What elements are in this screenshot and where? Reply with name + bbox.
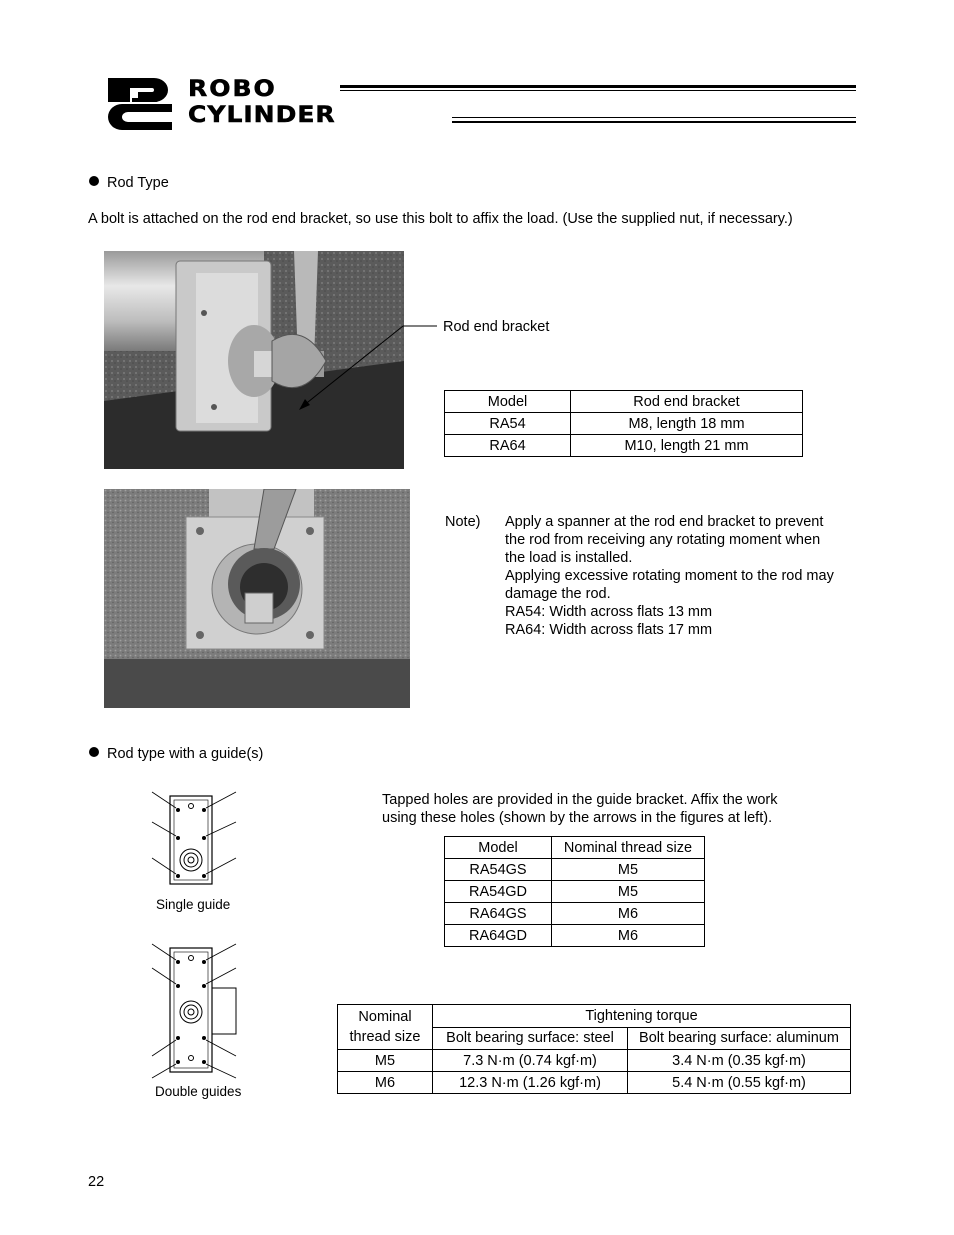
callout-leader: [295, 318, 440, 413]
table-cell: M5: [338, 1050, 433, 1072]
note-body: [505, 513, 834, 639]
heading-text: Rod type with a guide(s): [107, 746, 264, 762]
table-cell: 12.3 N·m (1.26 kgf·m): [433, 1072, 628, 1094]
guide-intro-line: using these holes (shown by the arrows in the figures at left).: [382, 810, 773, 826]
table-row: [445, 435, 803, 457]
heading-text: Rod Type: [107, 175, 169, 191]
guide-intro-line: Tapped holes are provided in the guide bracket. Affix the work: [382, 792, 778, 808]
table-cell: RA64: [445, 435, 571, 457]
table-cell: M6: [552, 903, 705, 925]
note-line: the load is installed.: [505, 550, 633, 566]
table-header-cell: Rod end bracket: [571, 391, 803, 413]
table-header-cell: Model: [445, 837, 552, 859]
table-cell: M6: [552, 925, 705, 947]
single-guide-caption: Single guide: [156, 897, 231, 912]
table-header-cell: Nominal thread size: [338, 1005, 433, 1050]
tightening-torque-table: [337, 1004, 851, 1094]
table-header-cell: Tightening torque: [433, 1005, 851, 1028]
table-row: [445, 903, 705, 925]
table-cell: RA54: [445, 413, 571, 435]
table-cell: 7.3 N·m (0.74 kgf·m): [433, 1050, 628, 1072]
note-line: the rod from receiving any rotating moment when: [505, 532, 821, 548]
rc-logo-mark: [100, 74, 186, 130]
table-header-cell: Model: [445, 391, 571, 413]
note-line: damage the rod.: [505, 586, 611, 602]
table-row: [445, 413, 803, 435]
callout-rod-end-bracket: Rod end bracket: [443, 319, 550, 335]
photo-rod-end-front: [104, 489, 410, 708]
logo-text-robo: ROBO: [188, 75, 277, 102]
double-guides-caption: Double guides: [155, 1084, 242, 1099]
note-line: RA64: Width across flats 17 mm: [505, 622, 713, 638]
table-cell: RA64GD: [445, 925, 552, 947]
table-cell: 3.4 N·m (0.35 kgf·m): [628, 1050, 851, 1072]
table-header-cell: Bolt bearing surface: steel: [433, 1027, 628, 1050]
header-rule-bottom: [452, 117, 856, 118]
table-cell: RA64GS: [445, 903, 552, 925]
table-row: [445, 925, 705, 947]
header-rule-bottom-thick: [452, 121, 856, 123]
logo-text-cylinder: CYLINDER: [188, 101, 336, 128]
table-cell: M5: [552, 881, 705, 903]
logo: [100, 74, 445, 130]
bullet-icon: [89, 176, 99, 186]
note-line: Apply a spanner at the rod end bracket to prevent: [505, 514, 824, 530]
note-label: Note): [445, 514, 481, 530]
table-header-row: [445, 391, 803, 413]
table-cell: M8, length 18 mm: [571, 413, 803, 435]
table-header-row: [338, 1005, 851, 1028]
table-row: [445, 859, 705, 881]
table-row: [338, 1050, 851, 1072]
table-cell: 5.4 N·m (0.55 kgf·m): [628, 1072, 851, 1094]
page-number: 22: [88, 1174, 105, 1190]
table-cell: RA54GS: [445, 859, 552, 881]
table-cell: M5: [552, 859, 705, 881]
header-rule-top-thin: [340, 90, 856, 91]
header-rule-top: [340, 85, 856, 88]
table-cell: M10, length 21 mm: [571, 435, 803, 457]
table-row: [445, 881, 705, 903]
double-guides-figure: [148, 940, 240, 1080]
guide-intro: [382, 791, 778, 827]
bullet-icon: [89, 747, 99, 757]
table-header-row: [445, 837, 705, 859]
single-guide-figure: [148, 788, 240, 888]
note-line: RA54: Width across flats 13 mm: [505, 604, 713, 620]
rod-end-bracket-table: [444, 390, 803, 457]
table-cell: RA54GD: [445, 881, 552, 903]
note-line: Applying excessive rotating moment to the rod may: [505, 568, 834, 584]
table-row: [338, 1072, 851, 1094]
table-header-cell: Bolt bearing surface: aluminum: [628, 1027, 851, 1050]
section-heading-guide-type: [89, 746, 263, 762]
rod-type-intro: A bolt is attached on the rod end bracket, so use this bolt to affix the load. (Use the supplied nut, if necessary.): [88, 211, 793, 227]
table-cell: M6: [338, 1072, 433, 1094]
section-heading-rod-type: [89, 175, 169, 191]
thread-size-table: [444, 836, 705, 947]
table-header-cell: Nominal thread size: [552, 837, 705, 859]
